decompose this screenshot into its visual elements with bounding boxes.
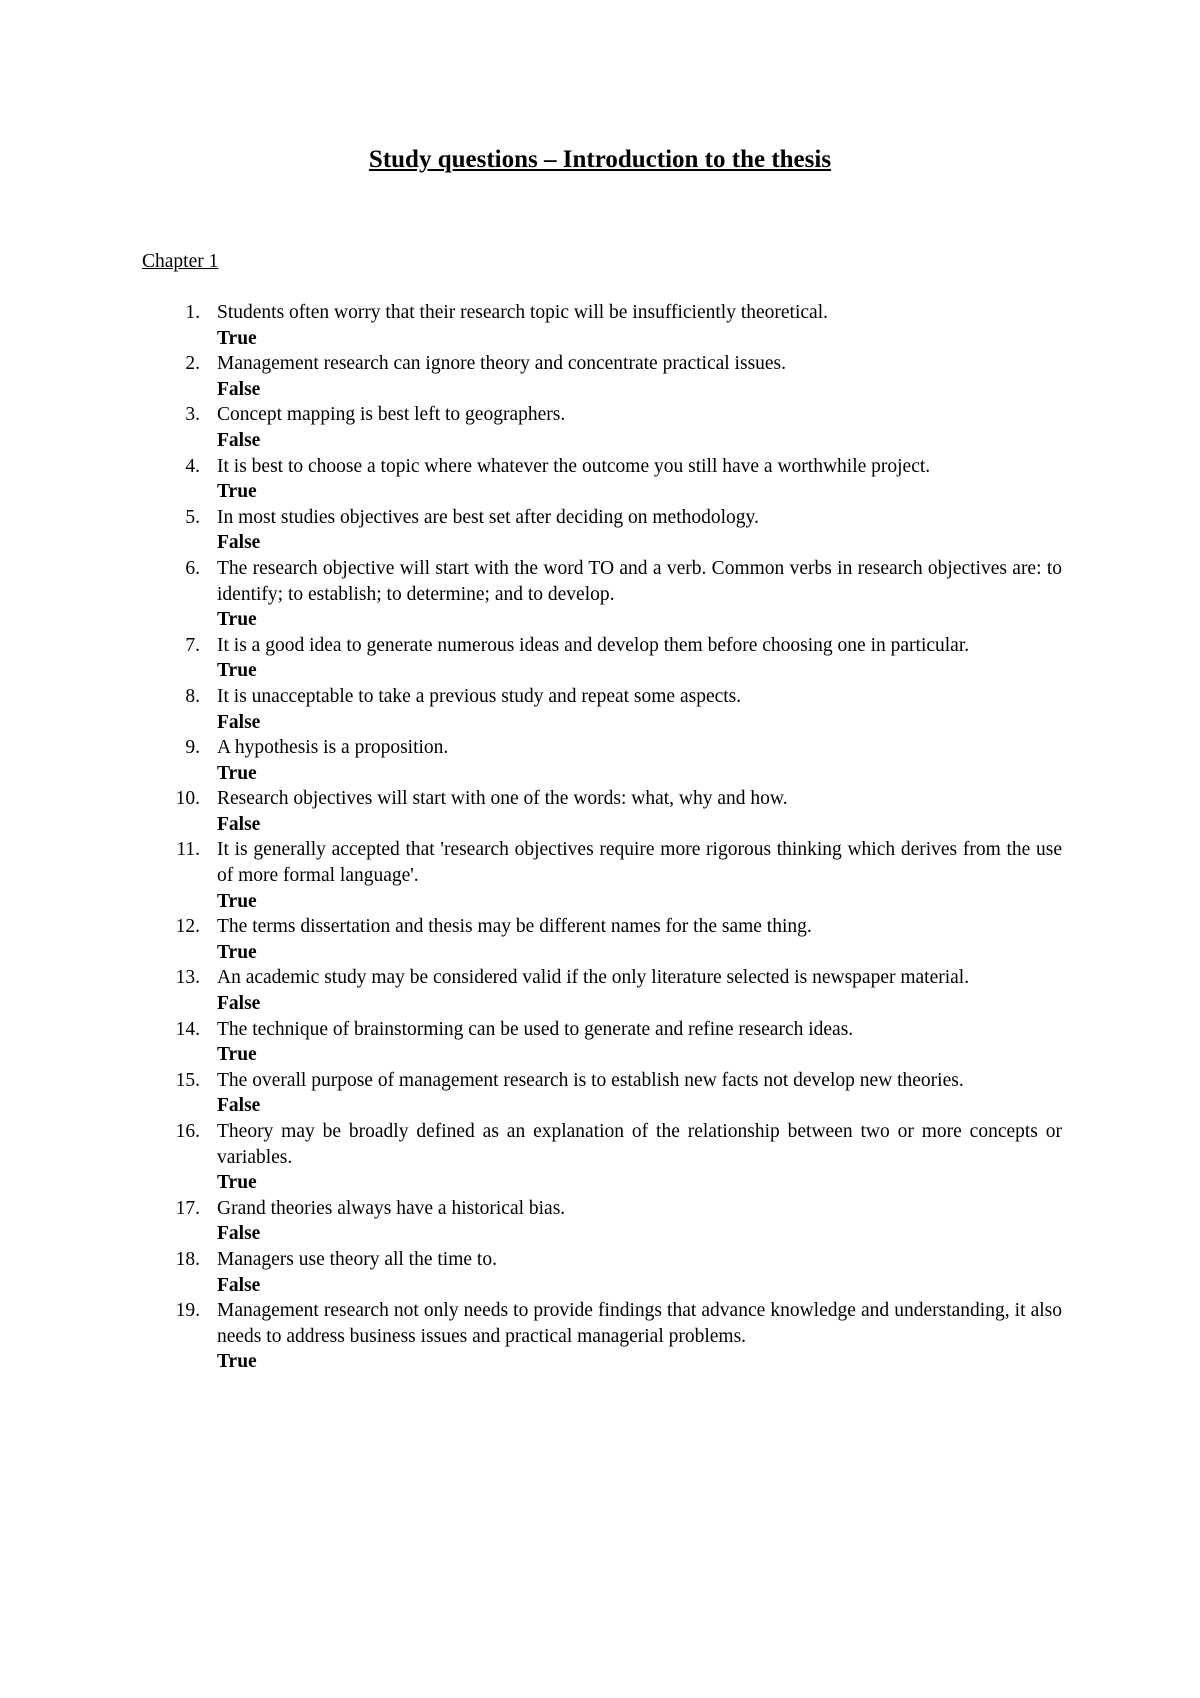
question-number: 18. bbox=[175, 1248, 200, 1270]
chapter-heading: Chapter 1 bbox=[142, 251, 219, 272]
question-number: 3. bbox=[185, 404, 200, 426]
question-number: 2. bbox=[185, 353, 200, 375]
question-text: In most studies objectives are best set after deciding on methodology. bbox=[217, 506, 759, 528]
question-answer: False bbox=[217, 429, 261, 451]
question-item bbox=[142, 556, 1062, 633]
question-item bbox=[142, 454, 1062, 505]
question-answer: True bbox=[217, 1044, 257, 1066]
question-number: 10. bbox=[175, 788, 200, 810]
question-number: 1. bbox=[185, 302, 200, 323]
question-text: A hypothesis is a proposition. bbox=[217, 737, 449, 759]
question-text: The terms dissertation and thesis may be different names for the same thing. bbox=[217, 916, 812, 938]
question-number: 8. bbox=[185, 685, 200, 707]
question-number: 4. bbox=[185, 455, 200, 477]
question-item bbox=[142, 1196, 1062, 1247]
question-answer: False bbox=[217, 378, 261, 400]
question-number: 15. bbox=[175, 1069, 200, 1091]
question-item bbox=[142, 837, 1062, 914]
question-answer: False bbox=[217, 993, 261, 1015]
question-answer: True bbox=[217, 941, 257, 963]
question-item bbox=[142, 965, 1062, 1016]
question-answer: True bbox=[217, 660, 257, 682]
question-list bbox=[142, 300, 1062, 1375]
question-answer: True bbox=[217, 762, 257, 784]
question-answer: True bbox=[217, 1172, 257, 1194]
question-item bbox=[142, 300, 1062, 351]
question-item bbox=[142, 633, 1062, 684]
question-text: Management research not only needs to provide findings that advance knowledge and understanding, it also needs to address business issues and practical managerial problems. bbox=[217, 1300, 1062, 1347]
question-text: An academic study may be considered valid if the only literature selected is newspaper material. bbox=[217, 967, 970, 989]
question-item bbox=[142, 505, 1062, 556]
page-title: Study questions – Introduction to the thesis bbox=[368, 146, 832, 173]
question-text: It is best to choose a topic where whatever the outcome you still have a worthwhile project. bbox=[217, 455, 931, 477]
question-text: Managers use theory all the time to. bbox=[217, 1248, 497, 1270]
question-item bbox=[142, 1298, 1062, 1375]
question-item bbox=[142, 351, 1062, 402]
question-item bbox=[142, 1247, 1062, 1298]
question-item bbox=[142, 735, 1062, 786]
question-number: 5. bbox=[185, 506, 200, 528]
question-item bbox=[142, 914, 1062, 965]
question-text: Theory may be broadly defined as an explanation of the relationship between two or more concepts or variables. bbox=[217, 1121, 1062, 1168]
question-item bbox=[142, 1068, 1062, 1119]
question-number: 6. bbox=[185, 557, 200, 579]
question-answer: True bbox=[217, 481, 257, 503]
question-text: It is unacceptable to take a previous study and repeat some aspects. bbox=[217, 685, 742, 707]
question-item bbox=[142, 786, 1062, 837]
question-text: It is a good idea to generate numerous ideas and develop them before choosing one in particular. bbox=[217, 634, 970, 656]
question-answer: True bbox=[217, 890, 257, 912]
question-item bbox=[142, 1017, 1062, 1068]
question-answer: False bbox=[217, 711, 261, 733]
question-number: 19. bbox=[175, 1300, 200, 1322]
question-answer: False bbox=[217, 1274, 261, 1296]
question-number: 14. bbox=[175, 1018, 200, 1040]
question-text: Concept mapping is best left to geographers. bbox=[217, 404, 566, 426]
question-number: 16. bbox=[175, 1121, 200, 1142]
question-answer: False bbox=[217, 1095, 261, 1117]
question-text: Grand theories always have a historical bias. bbox=[217, 1197, 566, 1219]
question-text: The technique of brainstorming can be used to generate and refine research ideas. bbox=[217, 1018, 854, 1040]
question-answer: True bbox=[217, 327, 257, 349]
question-number: 17. bbox=[175, 1197, 200, 1219]
question-text: It is generally accepted that 'research objectives require more rigorous thinking which derives from the use of more formal language'. bbox=[217, 839, 1062, 887]
question-answer: True bbox=[217, 1351, 257, 1373]
question-item bbox=[142, 402, 1062, 453]
question-item bbox=[142, 684, 1062, 735]
question-text: Students often worry that their research topic will be insufficiently theoretical. bbox=[217, 302, 828, 323]
question-answer: False bbox=[217, 1223, 261, 1245]
question-text: The overall purpose of management research is to establish new facts not develop new theories. bbox=[217, 1069, 964, 1091]
question-number: 11. bbox=[176, 839, 200, 861]
question-text: Management research can ignore theory and concentrate practical issues. bbox=[217, 353, 787, 375]
question-text: Research objectives will start with one of the words: what, why and how. bbox=[217, 788, 788, 810]
question-text: The research objective will start with the word TO and a verb. Common verbs in research objectives are: to identify; to establish; to determine; and to develop. bbox=[217, 557, 1062, 605]
question-answer: False bbox=[217, 532, 261, 554]
question-answer: True bbox=[217, 609, 257, 631]
question-number: 13. bbox=[175, 967, 200, 989]
question-item bbox=[142, 1119, 1062, 1196]
question-number: 9. bbox=[185, 737, 200, 759]
question-number: 7. bbox=[185, 634, 200, 656]
question-answer: False bbox=[217, 813, 261, 835]
question-number: 12. bbox=[175, 916, 200, 938]
